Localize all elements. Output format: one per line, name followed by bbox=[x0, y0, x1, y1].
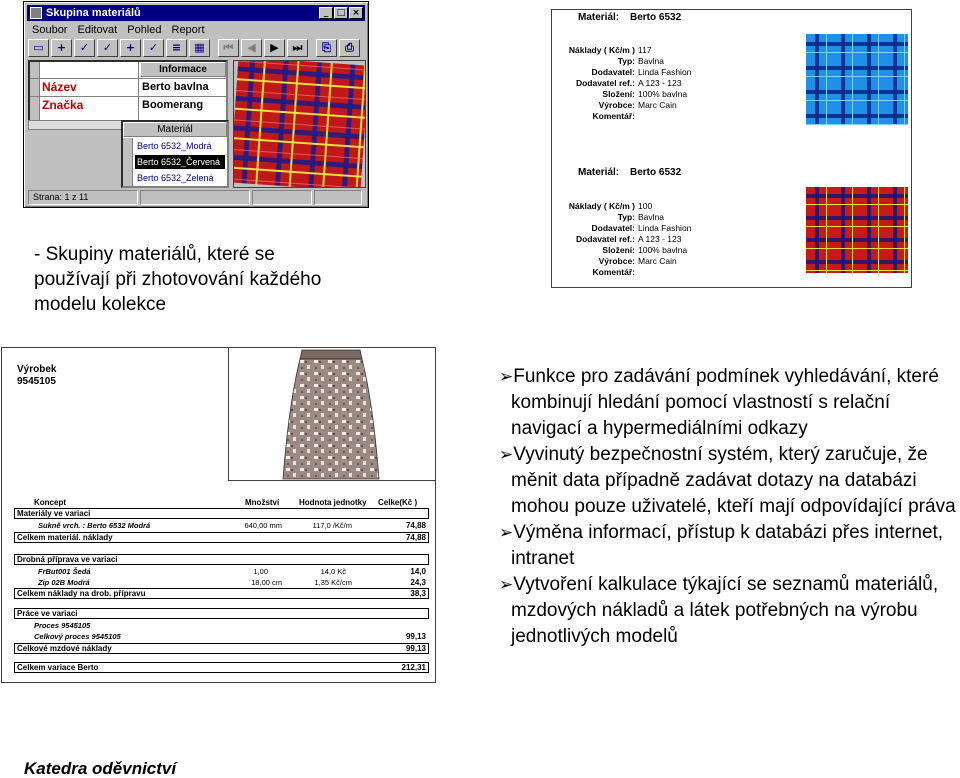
field-label: Složení: bbox=[602, 245, 635, 255]
arrow-bullet-icon: ➢ bbox=[499, 367, 514, 387]
value-brand[interactable]: Boomerang bbox=[142, 99, 204, 111]
product-number: 9545105 bbox=[17, 376, 56, 387]
menu-bar bbox=[28, 22, 205, 37]
field-value: 100% bavlna bbox=[638, 245, 688, 255]
prep-line-name: Zip 02B Modrá bbox=[38, 578, 90, 587]
material-line-unit: 117,0 /Kč/m bbox=[312, 521, 352, 530]
card2-title-value: Berto 6532 bbox=[630, 167, 682, 178]
materials-grid bbox=[121, 120, 229, 188]
filter-icon[interactable]: ≡ bbox=[166, 39, 187, 57]
material-total-label: Celkem materiál. náklady bbox=[17, 533, 113, 542]
field-value: Marc Cain bbox=[638, 100, 677, 110]
feature-text: Vyvinutý bezpečnostní systém, který zaručuje, že měnit data případně zadávat dotazy na databázi mohou pouze uživatelé, kteří mají odpovídající práva bbox=[511, 444, 956, 517]
header-concept: Koncept bbox=[34, 498, 66, 507]
field-label: Výrobce: bbox=[598, 100, 635, 110]
row-brand[interactable] bbox=[30, 96, 226, 113]
material-line-total: 74,88 bbox=[405, 521, 426, 530]
department-footer: Katedra oděvnictví bbox=[24, 759, 177, 778]
material-item-red[interactable]: Berto 6532_Červená bbox=[135, 155, 225, 169]
cost-report bbox=[1, 347, 436, 683]
field-value: 100% bavlna bbox=[638, 89, 688, 99]
field-label: Výrobce: bbox=[598, 256, 635, 266]
prep-line-total: 24,3 bbox=[410, 578, 426, 587]
insert-icon[interactable]: + bbox=[120, 39, 141, 57]
skirt-image-frame bbox=[228, 347, 436, 481]
prep-line-unit: 1,35 Kč/cm bbox=[314, 578, 352, 587]
field-label: Typ: bbox=[617, 212, 635, 222]
field-value: 117 bbox=[638, 45, 652, 55]
field-label: Komentář: bbox=[592, 267, 635, 277]
labor-line-name: Proces 9545105 bbox=[34, 621, 91, 630]
menu-soubor[interactable]: Soubor bbox=[32, 23, 68, 36]
material-groups-text: - Skupiny materiálů, které se používají při zhotovování každého modelu kolekce bbox=[34, 244, 322, 315]
material-item-green[interactable]: Berto 6532_Zelená bbox=[137, 173, 214, 183]
field-label: Dodavatel: bbox=[591, 67, 635, 77]
feature-item bbox=[499, 442, 960, 520]
arrow-bullet-icon: ➢ bbox=[499, 523, 514, 543]
toolbar bbox=[28, 38, 364, 57]
field-label: Typ: bbox=[617, 56, 635, 66]
table-icon[interactable]: ▦ bbox=[189, 39, 210, 57]
field-value: A 123 - 123 bbox=[638, 234, 682, 244]
maximize-button[interactable]: □ bbox=[334, 7, 348, 19]
paste-icon[interactable]: ⎙ bbox=[339, 39, 360, 57]
feature-item bbox=[499, 572, 960, 650]
feature-text: Vytvoření kalkulace týkající se seznamů materiálů, mzdových nákladů a látek potřebných na výrobu jednotlivých modelů bbox=[511, 574, 939, 647]
header-total: Celke(Kč ) bbox=[378, 498, 418, 507]
grand-total-label: Celkem variace Berto bbox=[17, 663, 99, 672]
field-value: Bavlna bbox=[638, 56, 664, 66]
first-record-icon[interactable]: ⏮ bbox=[218, 39, 239, 57]
check-icon[interactable]: ✓ bbox=[74, 39, 95, 57]
field-label: Složení: bbox=[602, 89, 635, 99]
field-label: Dodavatel: bbox=[591, 223, 635, 233]
prep-line-name: FrBut001 Šedá bbox=[38, 567, 91, 576]
arrow-bullet-icon: ➢ bbox=[499, 575, 514, 595]
card1-title-value: Berto 6532 bbox=[630, 12, 682, 23]
card1-fields bbox=[552, 45, 691, 122]
feature-item bbox=[499, 364, 960, 442]
field-value: A 123 - 123 bbox=[638, 78, 682, 88]
prep-line-unit: 14,0 Kč bbox=[320, 567, 346, 576]
status-cell-4 bbox=[314, 190, 362, 205]
labor-line-total: 99,13 bbox=[405, 632, 426, 641]
field-value: Linda Fashion bbox=[638, 223, 692, 233]
feature-item bbox=[499, 520, 960, 572]
status-cell-2 bbox=[140, 190, 250, 205]
card1-title-key: Materiál: bbox=[578, 12, 620, 23]
field-label: Komentář: bbox=[592, 111, 635, 121]
prep-line-qty: 18,00 cm bbox=[251, 578, 282, 587]
section-small-prep: Drobná příprava ve variaci bbox=[14, 554, 429, 565]
field-value: Bavlna bbox=[638, 212, 664, 222]
material-group-window bbox=[23, 1, 369, 208]
info-grid bbox=[28, 60, 228, 126]
labor-total-label: Celkové mzdové náklady bbox=[17, 644, 112, 653]
app-icon bbox=[30, 7, 42, 19]
menu-editovat[interactable]: Editovat bbox=[77, 23, 118, 36]
grand-total-value: 212,31 bbox=[401, 663, 426, 672]
menu-pohled[interactable]: Pohled bbox=[127, 23, 162, 36]
status-bar bbox=[28, 190, 364, 205]
last-record-icon[interactable]: ⏭ bbox=[287, 39, 308, 57]
row-gutter bbox=[123, 138, 133, 186]
field-label: Náklady ( Kč/m ) bbox=[568, 45, 635, 55]
prep-total-value: 38,3 bbox=[410, 589, 426, 598]
blue-fabric-image bbox=[806, 34, 908, 125]
feature-text: Výměna informací, přístup k databázi přes internet, intranet bbox=[511, 522, 944, 569]
feature-list bbox=[499, 364, 960, 650]
field-value: Marc Cain bbox=[638, 256, 677, 266]
field-value: 100 bbox=[638, 201, 653, 211]
material-line-qty: 640,00 mm bbox=[244, 521, 282, 530]
window-titlebar bbox=[27, 5, 365, 21]
prep-line-total: 14,0 bbox=[410, 567, 426, 576]
labor-line-name: Celkový proces 9545105 bbox=[34, 632, 121, 641]
material-item-blue[interactable]: Berto 6532_Modrá bbox=[137, 141, 212, 151]
field-label: Dodavatel ref.: bbox=[575, 234, 635, 244]
card2-fields bbox=[552, 201, 691, 278]
checklist-icon[interactable]: ✓ bbox=[143, 39, 164, 57]
row-name[interactable] bbox=[30, 78, 226, 95]
section-labor: Práce ve variaci bbox=[14, 608, 429, 619]
material-cards-panel bbox=[551, 9, 912, 288]
next-record-icon[interactable]: ▶ bbox=[264, 39, 285, 57]
product-label: Výrobek bbox=[17, 364, 57, 375]
add-icon[interactable]: + bbox=[51, 39, 72, 57]
labor-total-value: 99,13 bbox=[405, 644, 426, 653]
card2-title bbox=[578, 167, 681, 178]
prev-record-icon[interactable]: ◀ bbox=[241, 39, 262, 57]
red-fabric-image bbox=[806, 187, 908, 273]
header-quantity: Množství bbox=[245, 498, 280, 507]
value-name[interactable]: Berto bavlna bbox=[142, 81, 209, 93]
card2-title-key: Materiál: bbox=[578, 167, 620, 178]
fabric-swatch-image bbox=[233, 60, 366, 188]
header-unit-value: Hodnota jednotky bbox=[299, 498, 367, 507]
close-button[interactable]: × bbox=[349, 7, 363, 19]
materials-header: Materiál bbox=[123, 122, 227, 137]
new-record-icon[interactable]: ▭ bbox=[28, 39, 49, 57]
prep-line-qty: 1,00 bbox=[253, 567, 268, 576]
label-name: Název bbox=[42, 80, 77, 94]
minimize-button[interactable]: _ bbox=[319, 7, 333, 19]
material-total-value: 74,88 bbox=[405, 533, 426, 542]
check-list-icon[interactable]: ✓ bbox=[97, 39, 118, 57]
info-header: Informace bbox=[140, 62, 226, 77]
field-label: Dodavatel ref.: bbox=[575, 78, 635, 88]
material-line-name: Sukně vrch. : Berto 6532 Modrá bbox=[38, 521, 151, 530]
label-brand: Značka bbox=[42, 98, 84, 112]
section-materials: Materiály ve variaci bbox=[14, 508, 429, 519]
prep-total-label: Celkem náklady na drob. přípravu bbox=[17, 589, 146, 598]
arrow-bullet-icon: ➢ bbox=[499, 445, 514, 465]
material-total-row bbox=[14, 532, 429, 543]
field-label: Náklady ( Kč/m ) bbox=[568, 201, 635, 211]
prep-total-row bbox=[14, 588, 429, 599]
feature-text: Funkce pro zadávání podmínek vyhledávání, které kombinují hledání pomocí vlastností s relační navigací a hypermediálními odkazy bbox=[511, 366, 939, 439]
product-info bbox=[17, 364, 56, 388]
menu-report[interactable]: Report bbox=[171, 23, 205, 36]
card1-title bbox=[578, 12, 681, 23]
skirt-image bbox=[229, 347, 437, 481]
labor-total-row bbox=[14, 643, 429, 654]
field-value: Linda Fashion bbox=[638, 67, 692, 77]
window-title: Skupina materiálů bbox=[46, 7, 141, 19]
grand-total-row bbox=[14, 662, 429, 673]
copy-icon[interactable]: ⎘ bbox=[316, 39, 337, 57]
status-page: Strana: 1 z 11 bbox=[28, 190, 138, 205]
status-cell-3 bbox=[252, 190, 312, 205]
